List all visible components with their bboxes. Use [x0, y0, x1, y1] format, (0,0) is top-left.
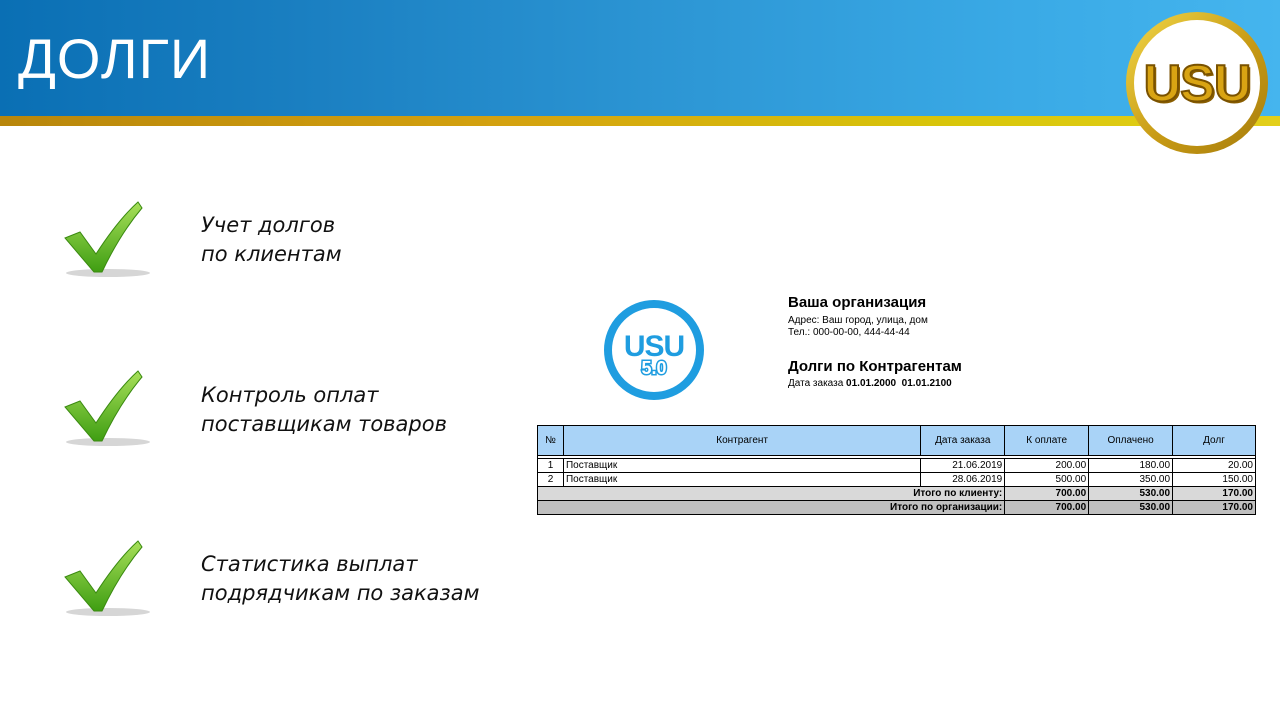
report-logo	[604, 300, 704, 400]
debts-table	[537, 425, 1256, 515]
table-row	[538, 459, 1256, 473]
column-header: Контрагент	[563, 426, 920, 456]
table-row	[538, 473, 1256, 487]
cell-number: 2	[538, 473, 564, 487]
usu-badge-logo	[1126, 12, 1268, 154]
column-header: №	[538, 426, 564, 456]
feature-line: Статистика выплат	[201, 552, 418, 576]
cell-debt: 150.00	[1173, 473, 1256, 487]
feature-line: Контроль оплат	[201, 383, 379, 407]
cell-name: Поставщик	[563, 473, 920, 487]
org-phone: Тел.: 000-00-00, 444-44-44	[788, 327, 910, 338]
report-title: Долги по Контрагентам	[788, 358, 962, 375]
column-header: Оплачено	[1089, 426, 1173, 456]
total-org-paid: 530.00	[1089, 501, 1173, 515]
date-to: 01.01.2100	[901, 378, 952, 389]
report-logo-version: 5.0	[641, 358, 667, 378]
column-header: Долг	[1173, 426, 1256, 456]
total-client-row	[538, 487, 1256, 501]
cell-name: Поставщик	[563, 459, 920, 473]
slide-title: ДОЛГИ	[18, 27, 212, 90]
checkmark-icon	[60, 200, 160, 280]
total-client-debt: 170.00	[1173, 487, 1256, 501]
cell-paid: 350.00	[1089, 473, 1173, 487]
column-header: К оплате	[1005, 426, 1089, 456]
dates-label: Дата заказа	[788, 378, 844, 389]
feature-item-2	[201, 381, 447, 439]
feature-item-3	[201, 550, 479, 608]
total-client-label: Итого по клиенту:	[538, 487, 1005, 501]
cell-paid: 180.00	[1089, 459, 1173, 473]
feature-line: поставщикам товаров	[201, 412, 447, 436]
org-address: Адрес: Ваш город, улица, дом	[788, 315, 928, 326]
usu-badge-text: USU	[1143, 55, 1251, 113]
total-org-label: Итого по организации:	[538, 501, 1005, 515]
feature-item-1	[201, 211, 342, 269]
header-gold-strip	[0, 116, 1280, 126]
total-client-paid: 530.00	[1089, 487, 1173, 501]
total-org-due: 700.00	[1005, 501, 1089, 515]
checkmark-icon	[60, 539, 160, 619]
cell-debt: 20.00	[1173, 459, 1256, 473]
cell-date: 28.06.2019	[921, 473, 1005, 487]
feature-line: подрядчикам по заказам	[201, 581, 480, 605]
org-name: Ваша организация	[788, 294, 927, 311]
report-logo-text: USU	[623, 330, 685, 363]
feature-line: Учет долгов	[201, 213, 336, 237]
checkmark-icon	[60, 369, 160, 449]
total-client-due: 700.00	[1005, 487, 1089, 501]
report-dates	[788, 378, 952, 389]
cell-due: 500.00	[1005, 473, 1089, 487]
date-from: 01.01.2000	[846, 378, 897, 389]
total-org-debt: 170.00	[1173, 501, 1256, 515]
usu-badge-inner	[1134, 20, 1260, 146]
cell-date: 21.06.2019	[921, 459, 1005, 473]
feature-line: по клиентам	[201, 242, 342, 266]
table-header-row	[538, 426, 1256, 456]
column-header: Дата заказа	[921, 426, 1005, 456]
cell-due: 200.00	[1005, 459, 1089, 473]
cell-number: 1	[538, 459, 564, 473]
total-org-row	[538, 501, 1256, 515]
